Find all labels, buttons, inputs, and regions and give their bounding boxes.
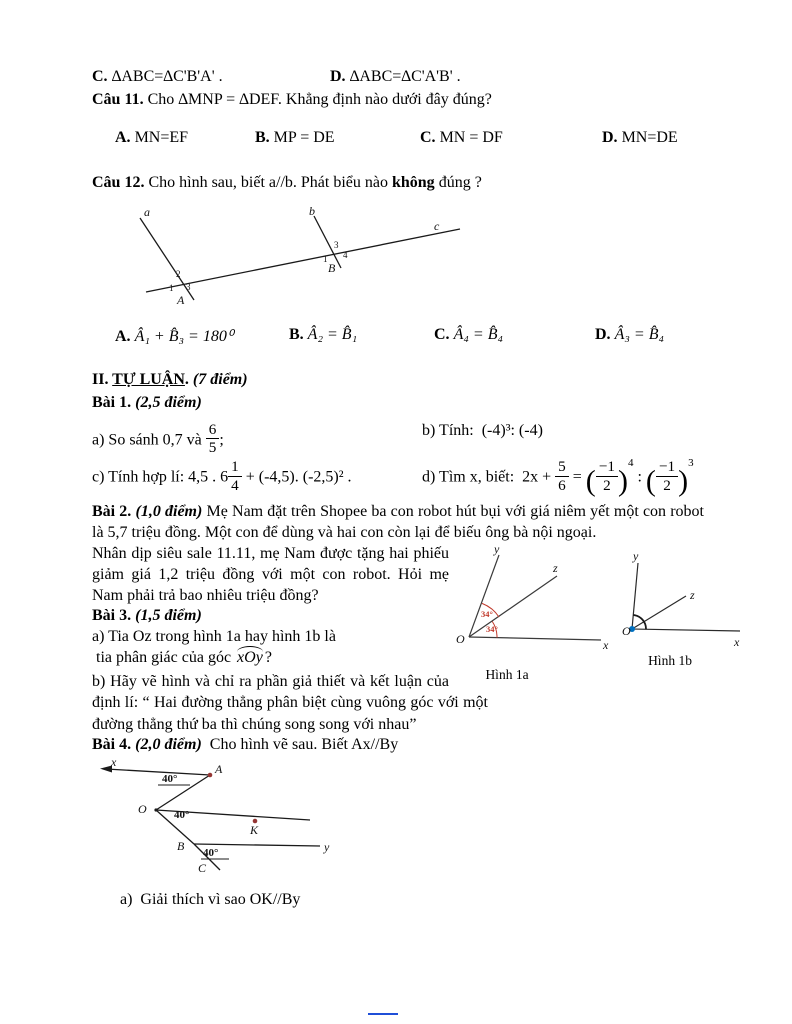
fig1b-ray-z [632, 596, 686, 629]
fig1b-caption: Hình 1b [648, 653, 692, 669]
question-12 [92, 173, 704, 194]
q11-option-a [115, 129, 188, 147]
q11-option-b-label: B. [255, 129, 270, 146]
q12-point-B: B [328, 261, 336, 275]
q11-option-b-text: MP = DE [269, 129, 335, 146]
bai1-heading [92, 393, 704, 414]
bai3-figures [455, 543, 750, 691]
right-paren: ) [617, 465, 628, 499]
q10-option-c-text: ∆ABC=∆C'B'A' . [107, 68, 223, 85]
section-2-heading [92, 370, 704, 391]
q12-text-bold: không [391, 174, 435, 191]
q11-options-row [92, 129, 704, 153]
bai4-heading [92, 735, 704, 756]
fig1b-ray-x [632, 629, 740, 631]
bai1-c-suffix: + (-4,5). (-2,5)² . [241, 469, 352, 487]
footer-link-mark [368, 1013, 398, 1015]
q10-option-d-text: ∆ABC=∆C'A'B' . [345, 68, 461, 85]
bai3-a-suffix: ? [264, 649, 272, 667]
q12-option-d-label: D. [595, 326, 611, 343]
q11-option-c-label: C. [420, 129, 436, 146]
bai1-score: (2,5 điểm) [131, 394, 202, 411]
bai1-c-prefix: c) Tính hợp lí: 4,5 . 6 [92, 469, 229, 487]
figure-hinh-1a [455, 545, 617, 687]
bai1-d [422, 456, 694, 499]
q11-option-c [420, 129, 503, 147]
section-2-prefix: II. [92, 371, 113, 388]
fraction-denominator: 2 [663, 476, 671, 494]
bai4-dot-o [154, 808, 157, 811]
bai2-paragraph-1 [92, 501, 704, 543]
q12-angle-b1: 1 [323, 254, 328, 264]
q12-line-c [146, 229, 460, 292]
bai1-a [92, 422, 422, 455]
bai2-paragraph-2: Nhân dịp siêu sale 11.11, mẹ Nam được tặng hai phiếu giảm giá 1,2 triệu đồng với một con robot. Hỏi mẹ Nam phải trả bao nhiêu triệu đồng? [92, 545, 449, 605]
fig1a-angle-upper: 34° [481, 609, 493, 620]
q11-option-a-label: A. [115, 129, 131, 146]
fig1b-label-z: z [690, 588, 695, 603]
q12-figure [138, 206, 478, 308]
bai3-label: Bài 3. [92, 607, 132, 625]
q11-option-b [255, 129, 335, 147]
fig1a-label-z: z [553, 561, 558, 576]
figure-hinh-1b [622, 551, 750, 673]
bai1-d-fraction2 [596, 459, 618, 492]
q12-label-a: a [144, 206, 150, 219]
exponent: 3 [688, 456, 694, 469]
bai4-label-O: O [138, 801, 147, 816]
fraction-numerator: 6 [206, 422, 220, 439]
q10-options-row [92, 68, 704, 90]
fig1a-ray-z [469, 576, 557, 637]
q11-option-d [602, 129, 678, 147]
bai4-dot-a [208, 772, 213, 777]
fig1a-caption: Hình 1a [485, 667, 529, 683]
bai2-text-1: Mẹ Nam đặt trên Shopee ba con robot hút bụi với giá niêm yết một con robot là 5,7 triệu đồng. Một con để dùng và hai con còn lại để biếu ông bà nội ngoại. [92, 502, 705, 541]
left-paren: ( [585, 465, 596, 499]
q12-label-c: c [434, 219, 440, 233]
bai1-a-fraction [206, 422, 220, 455]
bai4-label-C: C [198, 860, 207, 875]
q12-angle-b3: 3 [334, 240, 339, 250]
q11-label: Câu 11. [92, 91, 144, 108]
right-paren: ) [678, 465, 689, 499]
bai1-a-suffix: ; [219, 431, 224, 449]
fraction-numerator: −1 [656, 459, 678, 476]
fraction-numerator: 5 [555, 459, 569, 476]
bai4-ray-y [194, 844, 320, 846]
fraction-denominator: 4 [231, 476, 239, 494]
fig1b-label-y: y [633, 551, 639, 564]
q12-option-c [434, 326, 503, 344]
bai1-c-fraction [228, 459, 242, 492]
q12-label: Câu 12. [92, 174, 145, 191]
q12-option-d-text: Â₃ = B̂₄ [610, 326, 665, 343]
q10-option-c [92, 68, 223, 86]
bai1-row-ab [92, 422, 704, 455]
bai1-b: b) Tính: (-4)³: (-4) [422, 422, 543, 439]
bai4-angle-at-A: 40° [162, 772, 178, 785]
section-2-score: (7 điểm) [188, 371, 248, 388]
q11-option-a-text: MN=EF [130, 129, 189, 146]
exponent: 4 [627, 456, 634, 469]
bai4-figure [98, 760, 398, 882]
fig1a-label-y: y [494, 545, 500, 557]
fig1b-label-o: O [622, 624, 631, 639]
fraction-numerator: −1 [596, 459, 618, 476]
q12-option-a-label: A. [115, 328, 131, 345]
bai2-score: (1,0 điểm) [131, 502, 203, 520]
bai4-label-B: B [177, 838, 185, 853]
bai3-angle-xoy: xOy [235, 648, 265, 669]
fraction-denominator: 2 [603, 476, 611, 494]
bai4-label-A: A [215, 761, 223, 776]
bai4-label-K: K [250, 822, 259, 837]
bai1-a-prefix: a) So sánh 0,7 và [92, 431, 206, 449]
q10-option-d-label: D. [330, 68, 346, 85]
q12-option-a [115, 326, 233, 346]
bai4-text: Cho hình vẽ sau. Biết Ax//By [201, 735, 399, 753]
bai4-question-a: a) Giải thích vì sao OK//By [120, 890, 301, 908]
q12-option-c-text: Â₄ = B̂₄ [449, 326, 504, 343]
bai1-d-fraction1 [555, 459, 569, 492]
q12-text-before: Cho hình sau, biết a//b. Phát biểu nào [144, 174, 392, 191]
q12-angle-a3: 3 [186, 282, 191, 292]
fraction-denominator: 5 [208, 439, 217, 457]
bai3-a-line2-prefix: tia phân giác của góc [92, 649, 236, 667]
bai4-score: (2,0 điểm) [131, 735, 202, 753]
bai4-ray-x [106, 769, 210, 775]
bai4-label: Bài 4. [92, 735, 132, 753]
bai2-label: Bài 2. [92, 502, 132, 520]
bai1-d-colon: : [633, 469, 646, 487]
section-2-dot: . [184, 371, 189, 388]
bai1-row-cd [92, 456, 704, 499]
fraction-numerator: 1 [228, 459, 242, 476]
question-11 [92, 90, 704, 111]
fraction-denominator: 6 [558, 476, 566, 494]
exam-content [92, 68, 740, 911]
bai3-b-paragraph: b) Hãy vẽ hình và chỉ ra phần giả thiết và kết luận của định lí: “ Hai đường thẳng phân biệt cùng vuông góc với một đường thẳng thứ ba thì chúng song song với nhau” [92, 673, 488, 733]
fig1a-angle-lower: 34° [486, 624, 498, 635]
q12-label-b: b [309, 206, 315, 218]
bai1-d-fraction3 [656, 459, 678, 492]
bai4-angle-at-B: 40° [203, 846, 219, 859]
q10-option-d [330, 68, 461, 86]
fig1a-ray-x [469, 637, 601, 640]
q12-option-b-label: B. [289, 326, 304, 343]
bai1-label: Bài 1. [92, 394, 132, 411]
fig1a-label-x: x [603, 638, 609, 653]
q12-option-c-label: C. [434, 326, 450, 343]
bai4-label-x: x [111, 759, 117, 769]
q12-angle-a1: 1 [169, 283, 174, 293]
section-2-title: TỰ LUẬN [112, 371, 185, 388]
fig1b-ray-y [632, 563, 638, 629]
bai1-c [92, 459, 422, 492]
q12-option-b [289, 326, 357, 344]
q12-text-after: đúng ? [434, 174, 482, 191]
q11-text: Cho ∆MNP = ∆DEF. Khẳng định nào dưới đây đúng? [143, 91, 492, 108]
fig1a-label-o: O [456, 632, 465, 647]
q12-angle-a2: 2 [176, 269, 181, 279]
bai1-d-prefix: d) Tìm x, biết: 2x + [422, 469, 556, 487]
bai1-d-equals: = [568, 469, 586, 487]
q11-option-d-text: MN=DE [617, 129, 678, 146]
q12-angle-b4: 4 [343, 250, 348, 260]
q11-option-c-text: MN = DF [435, 129, 503, 146]
q12-option-d [595, 326, 664, 344]
q12-option-a-text: Â₁ + B̂₃ = 180⁰ [130, 328, 234, 345]
bai4-angle-at-O: 40° [174, 808, 190, 821]
bai4-label-y: y [324, 839, 330, 854]
bai3-a-line1: a) Tia Oz trong hình 1a hay hình 1b là [92, 628, 336, 646]
fig1b-label-x: x [734, 635, 740, 650]
q12-option-b-text: Â₂ = B̂₁ [303, 326, 358, 343]
q12-options-row [92, 326, 704, 352]
q12-point-A: A [177, 293, 185, 307]
q11-option-d-label: D. [602, 129, 618, 146]
q10-option-c-label: C. [92, 68, 108, 85]
left-paren: ( [645, 465, 656, 499]
bai3-score: (1,5 điểm) [131, 607, 202, 625]
